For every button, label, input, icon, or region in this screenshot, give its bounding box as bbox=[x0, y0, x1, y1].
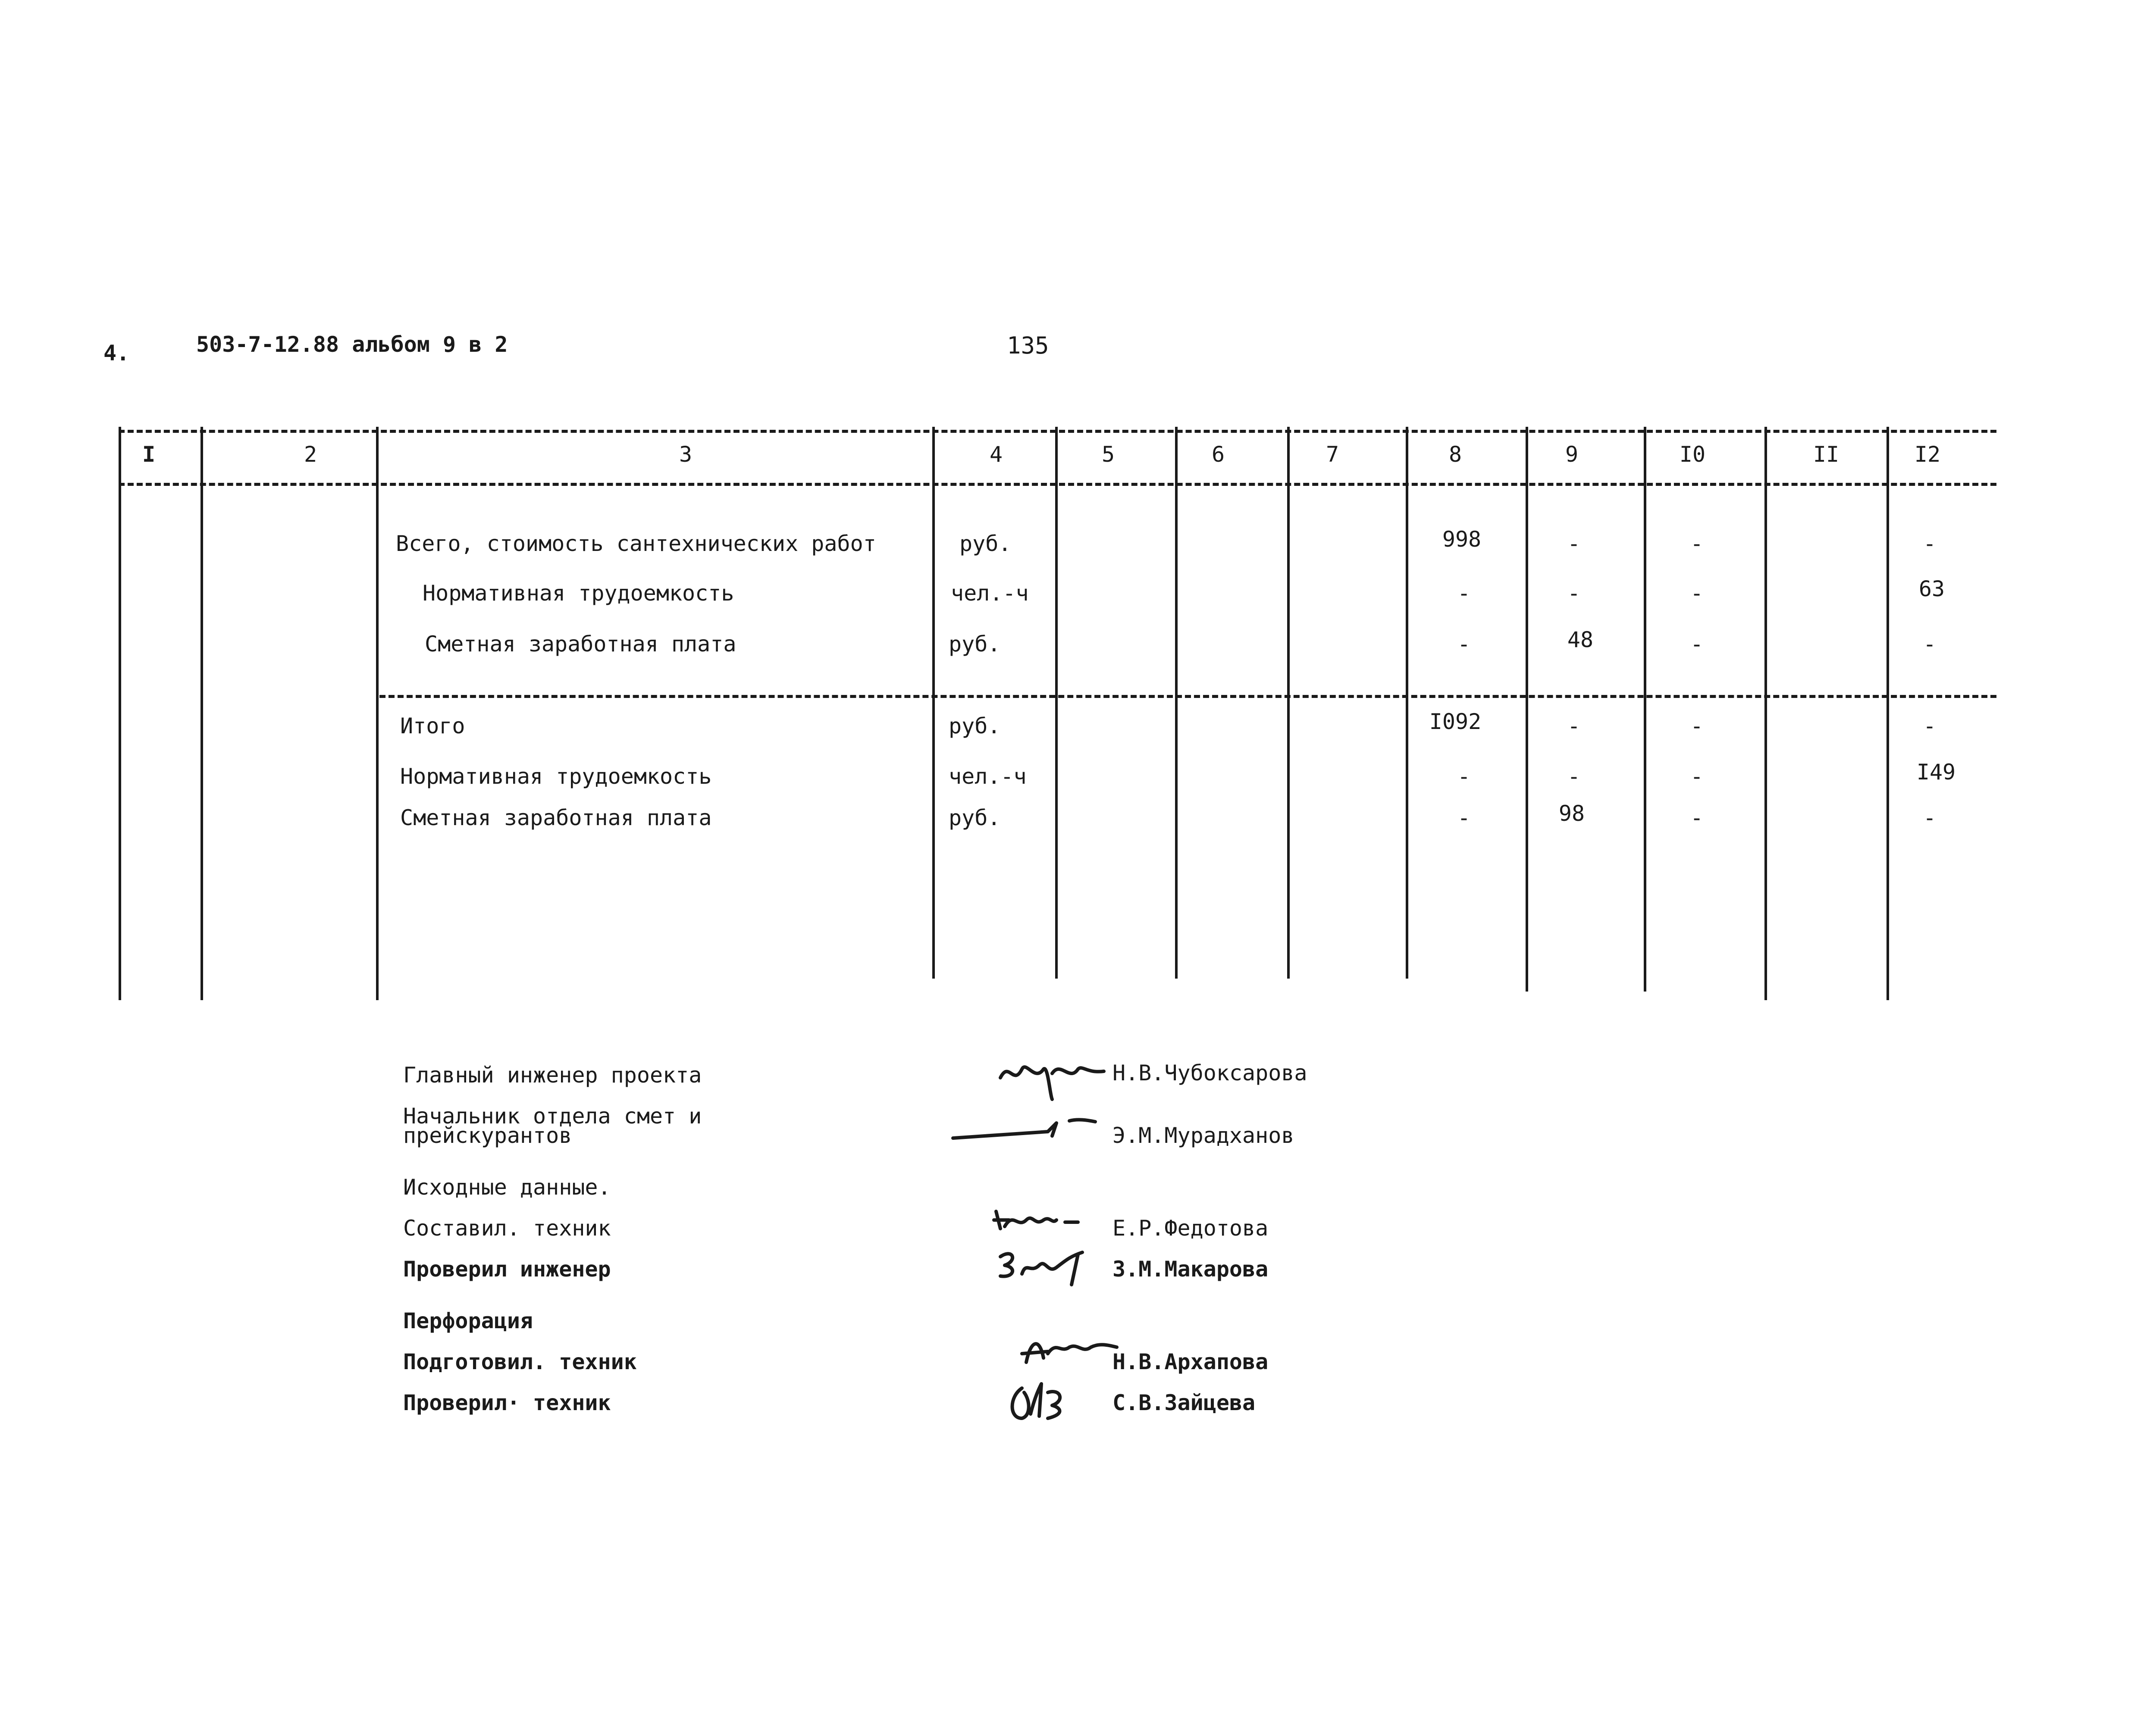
col-line-9 bbox=[1644, 427, 1646, 992]
col-line-0 bbox=[119, 427, 121, 1000]
cell-col10: - bbox=[1690, 632, 1704, 657]
col-header-6: 6 bbox=[1211, 442, 1225, 467]
col-line-8 bbox=[1526, 427, 1528, 992]
cell-col8: - bbox=[1457, 805, 1471, 830]
name-dept-head: Э.М.Мурадханов bbox=[1112, 1123, 1294, 1148]
cell-col8: I092 bbox=[1429, 709, 1482, 734]
document-code: 503-7-12.88 альбом 9 в 2 bbox=[196, 332, 508, 357]
col-line-2 bbox=[376, 427, 379, 1000]
col-line-6 bbox=[1287, 427, 1290, 979]
col-header-8: 8 bbox=[1448, 442, 1462, 467]
cell-col12: - bbox=[1923, 805, 1937, 830]
col-header-11: II bbox=[1813, 442, 1839, 467]
signature-compiled bbox=[992, 1203, 1087, 1242]
source-data-label: Исходные данные. bbox=[403, 1175, 611, 1200]
page-number: 135 bbox=[1007, 332, 1049, 359]
cell-col12: - bbox=[1923, 632, 1937, 657]
col-header-12: I2 bbox=[1914, 442, 1941, 467]
row-unit: руб. bbox=[949, 713, 1001, 738]
perforation-label: Перфорация bbox=[403, 1308, 533, 1333]
row-name: Нормативная трудоемкость bbox=[423, 581, 734, 606]
name-prepared: Н.В.Архапова bbox=[1112, 1349, 1269, 1374]
cell-col9: 48 bbox=[1567, 627, 1594, 652]
row-unit: руб. bbox=[949, 632, 1001, 657]
cell-col9: - bbox=[1567, 531, 1581, 556]
row-unit: руб. bbox=[959, 531, 1012, 556]
role-dept-head-line1: Начальник отдела смет и bbox=[403, 1104, 702, 1129]
cell-col10: - bbox=[1690, 805, 1704, 830]
role-prepared: Подготовил. техник bbox=[403, 1349, 637, 1374]
col-line-4 bbox=[1055, 427, 1058, 979]
cell-col9: - bbox=[1567, 581, 1581, 606]
role-compiled: Составил. техник bbox=[403, 1216, 611, 1241]
cell-col8: - bbox=[1457, 581, 1471, 606]
cell-col8: 998 bbox=[1442, 527, 1482, 552]
row-unit: руб. bbox=[949, 805, 1001, 830]
name-checked-engineer: З.М.Макарова bbox=[1112, 1257, 1269, 1282]
cell-col12: - bbox=[1923, 713, 1937, 738]
col-line-5 bbox=[1175, 427, 1178, 979]
col-line-3 bbox=[932, 427, 935, 979]
cell-col9: - bbox=[1567, 764, 1581, 789]
row-name: Всего, стоимость сантехнических работ bbox=[396, 531, 876, 556]
col-line-11 bbox=[1887, 427, 1889, 1000]
row-name: Итого bbox=[400, 713, 465, 738]
col-header-10: I0 bbox=[1679, 442, 1706, 467]
signature-checked-engineer bbox=[996, 1244, 1091, 1291]
col-header-9: 9 bbox=[1565, 442, 1579, 467]
signature-dept-head bbox=[949, 1112, 1104, 1147]
signature-prepared bbox=[1018, 1328, 1121, 1371]
col-header-1: I bbox=[142, 442, 156, 467]
name-checked-tech: С.В.Зайцева bbox=[1112, 1390, 1256, 1415]
cell-col9: - bbox=[1567, 713, 1581, 738]
row-name: Сметная заработная плата bbox=[400, 805, 712, 830]
col-header-4: 4 bbox=[989, 442, 1003, 467]
role-dept-head-line2: прейскурантов bbox=[403, 1123, 572, 1148]
name-chief-engineer: Н.В.Чубоксарова bbox=[1112, 1061, 1307, 1086]
name-compiled: Е.Р.Федотова bbox=[1112, 1216, 1269, 1241]
signature-chief-engineer bbox=[996, 1052, 1108, 1104]
cell-col12: I49 bbox=[1916, 760, 1956, 785]
cell-col12: 63 bbox=[1918, 576, 1945, 601]
section-number: 4. bbox=[103, 341, 130, 366]
table-group-rule bbox=[379, 695, 1996, 698]
cell-col9: 98 bbox=[1558, 801, 1585, 826]
role-chief-engineer: Главный инженер проекта bbox=[403, 1063, 702, 1088]
col-header-2: 2 bbox=[304, 442, 317, 467]
row-name: Сметная заработная плата bbox=[425, 632, 736, 657]
cell-col8: - bbox=[1457, 632, 1471, 657]
cell-col10: - bbox=[1690, 764, 1704, 789]
row-unit: чел.-ч bbox=[949, 764, 1027, 789]
cell-col10: - bbox=[1690, 531, 1704, 556]
col-line-7 bbox=[1406, 427, 1408, 979]
cell-col8: - bbox=[1457, 764, 1471, 789]
role-checked-tech: Проверил· техник bbox=[403, 1390, 611, 1415]
role-checked-engineer: Проверил инженер bbox=[403, 1257, 611, 1282]
col-header-5: 5 bbox=[1101, 442, 1115, 467]
col-header-3: 3 bbox=[679, 442, 693, 467]
col-header-7: 7 bbox=[1326, 442, 1339, 467]
cell-col10: - bbox=[1690, 713, 1704, 738]
cell-col10: - bbox=[1690, 581, 1704, 606]
col-line-10 bbox=[1764, 427, 1767, 1000]
cell-col12: - bbox=[1923, 531, 1937, 556]
row-unit: чел.-ч bbox=[951, 581, 1029, 606]
row-name: Нормативная трудоемкость bbox=[400, 764, 712, 789]
col-line-1 bbox=[201, 427, 203, 1000]
signature-checked-tech bbox=[1005, 1375, 1078, 1427]
